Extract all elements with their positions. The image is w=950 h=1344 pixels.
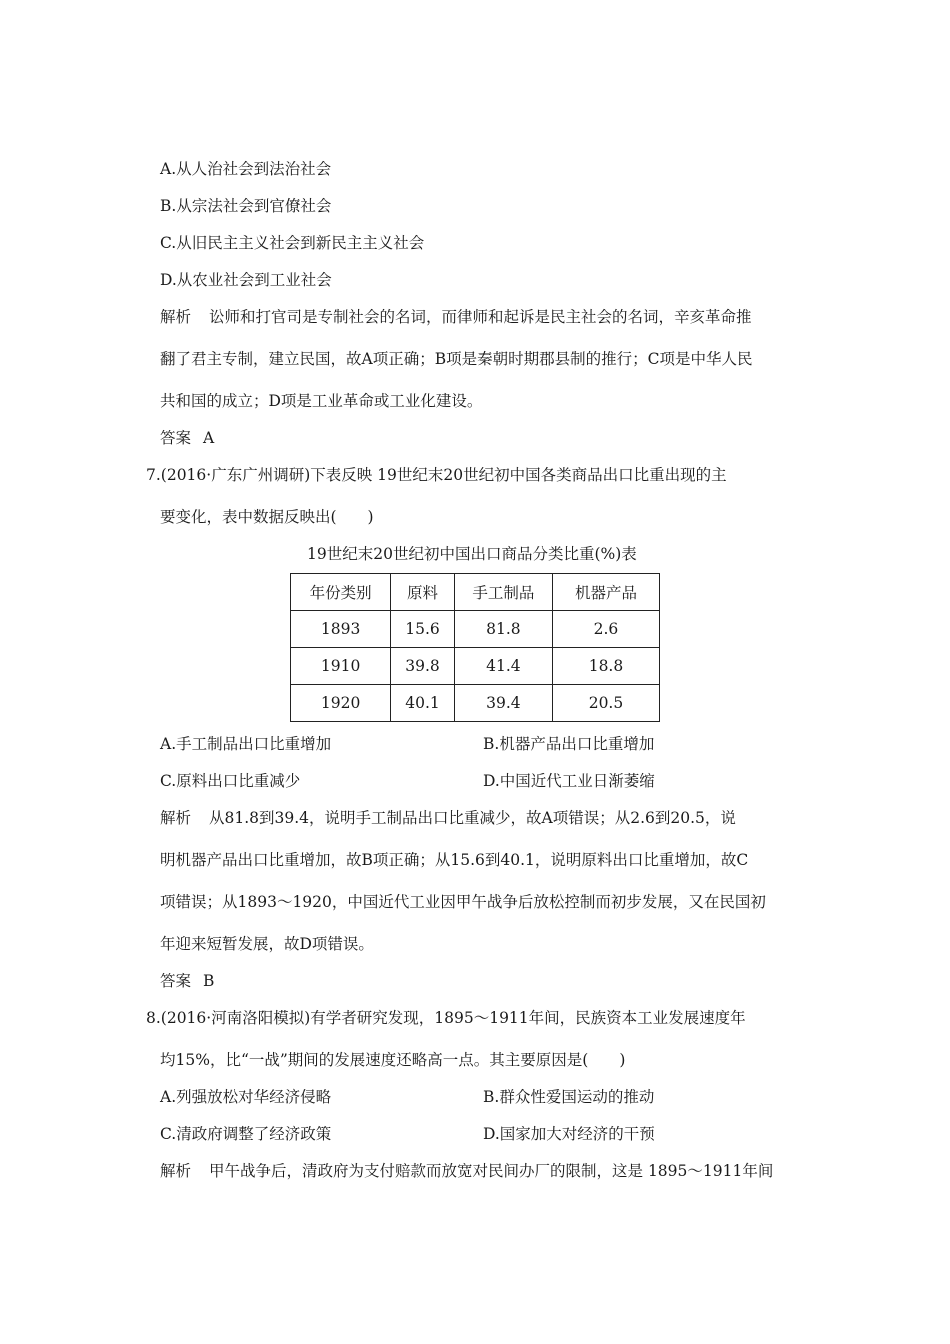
q7-answer-value: B [203,972,215,990]
q8-stem-line: 8.(2016·河南洛阳模拟)有学者研究发现，1895～1911年间，民族资本工业发展速度年 [146,1009,746,1027]
q6-answer-value: A [203,429,215,447]
table-cell: 81.8 [454,611,552,648]
q6-analysis-label: 解析 [160,308,192,326]
q6-analysis-line: 翻了君主专制，建立民国，故A项正确；B项是秦朝时期郡县制的推行；C项是中华人民 [160,350,753,368]
q7-table-title: 19世纪末20世纪初中国出口商品分类比重(%)表 [307,545,637,563]
q8-analysis-text: 甲午战争后，清政府为支付赔款而放宽对民间办厂的限制，这是 1895～1911年间 [209,1162,774,1180]
q7-answer [160,970,214,992]
table-row [291,648,660,685]
q7-analysis-text: 从81.8到39.4，说明手工制品出口比重减少，故A项错误；从2.6到20.5，说 [209,809,736,827]
table-cell: 1910 [291,648,391,685]
q7-stem-line: 7.(2016·广东广州调研)下表反映 19世纪末20世纪初中国各类商品出口比重出现的主 [146,466,727,484]
table-cell: 39.8 [391,648,455,685]
table-cell: 41.4 [454,648,552,685]
q8-option-b: B.群众性爱国运动的推动 [483,1088,655,1106]
q8-option-d: D.国家加大对经济的干预 [483,1125,655,1143]
q7-option-b: B.机器产品出口比重增加 [483,735,655,753]
q7-answer-label: 答案 [160,972,192,990]
q7-data-table [290,573,660,722]
table-row [291,685,660,722]
q7-analysis-line: 项错误；从1893～1920，中国近代工业因甲午战争后放松控制而初步发展，又在民国初 [160,893,766,911]
q8-option-c: C.清政府调整了经济政策 [160,1125,332,1143]
q8-stem-line: 均15%，比“一战”期间的发展速度还略高一点。其主要原因是( ) [160,1051,626,1069]
q7-analysis-label: 解析 [160,809,192,827]
q8-option-a: A.列强放松对华经济侵略 [160,1088,332,1106]
table-cell: 1920 [291,685,391,722]
q6-option-c: C.从旧民主主义社会到新民主主义社会 [160,234,425,252]
table-cell: 20.5 [552,685,659,722]
table-header-cell: 原料 [391,574,455,611]
q6-analysis-line [160,306,752,328]
table-header-row [291,574,660,611]
q8-analysis-label: 解析 [160,1162,192,1180]
table-cell: 39.4 [454,685,552,722]
table-header-cell: 手工制品 [454,574,552,611]
q7-analysis-line: 明机器产品出口比重增加，故B项正确；从15.6到40.1，说明原料出口比重增加，故C [160,851,749,869]
table-cell: 18.8 [552,648,659,685]
q6-answer [160,427,214,449]
table-cell: 2.6 [552,611,659,648]
table-header-cell: 年份类别 [291,574,391,611]
table-cell: 40.1 [391,685,455,722]
table-cell: 15.6 [391,611,455,648]
q6-analysis-text: 讼师和打官司是专制社会的名词，而律师和起诉是民主社会的名词，辛亥革命推 [209,308,752,326]
q6-option-b: B.从宗法社会到官僚社会 [160,197,332,215]
q7-option-c: C.原料出口比重减少 [160,772,301,790]
q7-analysis-line: 年迎来短暂发展，故D项错误。 [160,935,374,953]
table-row [291,611,660,648]
q7-option-a: A.手工制品出口比重增加 [160,735,332,753]
table-cell: 1893 [291,611,391,648]
q6-option-d: D.从农业社会到工业社会 [160,271,332,289]
q7-stem-line: 要变化，表中数据反映出( ) [160,508,374,526]
q7-analysis-line [160,807,736,829]
q6-analysis-line: 共和国的成立；D项是工业革命或工业化建设。 [160,392,483,410]
q7-option-d: D.中国近代工业日渐萎缩 [483,772,655,790]
table-header-cell: 机器产品 [552,574,659,611]
q8-analysis-line [160,1160,773,1182]
q6-answer-label: 答案 [160,429,192,447]
q6-option-a: A.从人治社会到法治社会 [160,160,332,178]
